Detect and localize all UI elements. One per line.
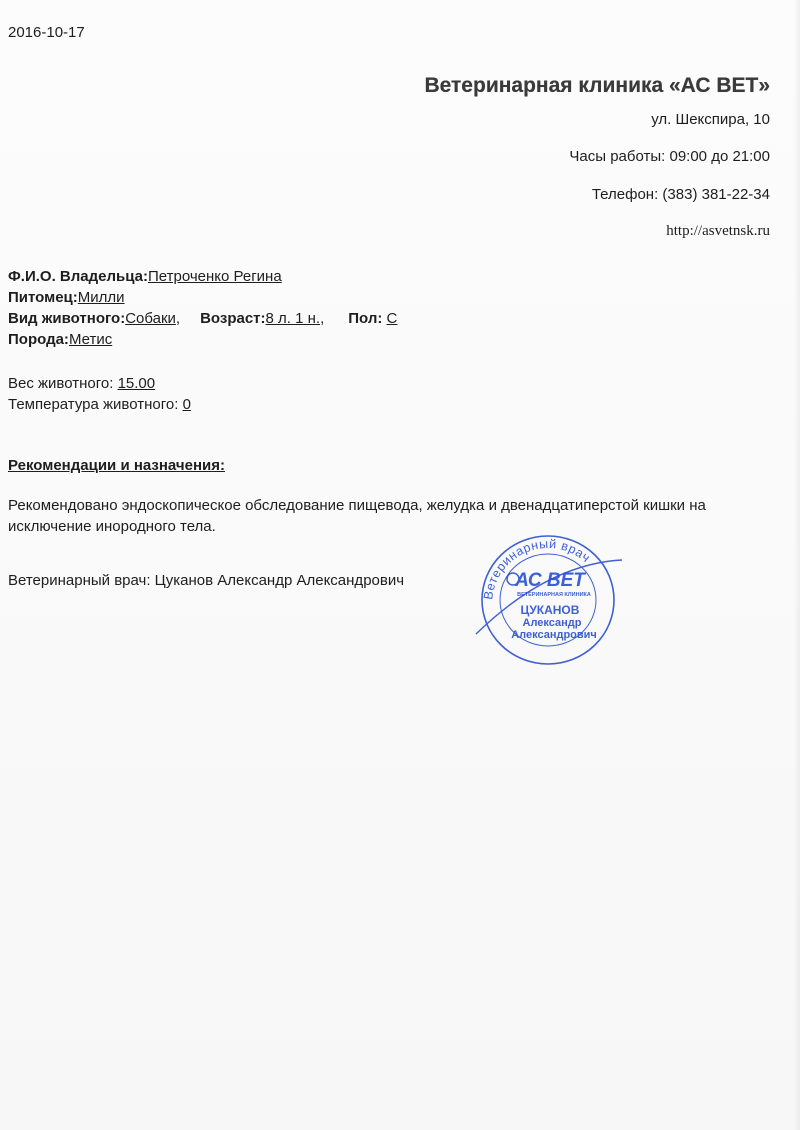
clinic-phone: Телефон: (383) 381-22-34 [591, 186, 770, 203]
age-value: 8 л. 1 н. [265, 310, 321, 327]
recommendations-title: Рекомендации и назначения: [8, 457, 225, 474]
doctor-stamp [468, 524, 628, 674]
stamp-outer-ring [482, 536, 614, 664]
sex-value: С [386, 310, 398, 327]
owner-label: Ф.И.О. Владельца: [8, 268, 148, 285]
stamp-firstname: Александр [522, 617, 582, 629]
breed-row [8, 329, 397, 350]
temperature-value: 0 [182, 396, 191, 413]
patient-info [8, 266, 397, 350]
scan-edge-shadow [794, 0, 800, 1130]
stamp-patronymic: Александрович [511, 629, 597, 641]
temperature-label: Температура животного: [8, 396, 179, 413]
pet-value: Милли [77, 289, 125, 306]
sex-label: Пол: [348, 310, 383, 327]
pet-label: Питомец: [8, 289, 78, 306]
stamp-surname: ЦУКАНОВ [520, 603, 580, 617]
species-row: Вид животного:Собаки, Возраст:8 л. 1 н., Пол: С [8, 310, 398, 327]
pet-row [8, 287, 397, 308]
measurements [8, 373, 191, 415]
clinic-name: Ветеринарная клиника «АС ВЕТ» [424, 74, 770, 97]
recommendations-text: Рекомендовано эндоскопическое обследование пищевода, желудка и двенадцатиперстой кишки на исключение инородного тела. [8, 497, 706, 535]
stamp-logo: АС ВЕТ [515, 570, 585, 591]
doctor-signature-line: Ветеринарный врач: Цуканов Александр Александрович [8, 572, 405, 589]
clinic-hours: Часы работы: 09:00 до 21:00 [569, 148, 770, 165]
breed-label: Порода: [8, 331, 69, 348]
weight-row [8, 373, 191, 394]
temperature-row [8, 394, 191, 415]
weight-label: Вес животного: [8, 375, 114, 392]
stamp-top-text: Ветеринарный врач [481, 536, 594, 601]
breed-value: Метис [68, 331, 113, 348]
stamp-subtitle: ВЕТЕРИНАРНАЯ КЛИНИКА [517, 592, 591, 598]
species-value: Собаки [125, 310, 176, 327]
clinic-website: http://asvetnsk.ru [666, 223, 770, 239]
clinic-header [424, 74, 770, 98]
age-label: Возраст: [200, 310, 266, 327]
species-label: Вид животного: [8, 310, 126, 327]
document-date: 2016-10-17 [8, 24, 85, 41]
weight-value: 15.00 [117, 375, 156, 392]
clinic-address: ул. Шекспира, 10 [651, 111, 770, 128]
owner-value: Петроченко Регина [147, 268, 282, 285]
owner-row [8, 266, 397, 287]
